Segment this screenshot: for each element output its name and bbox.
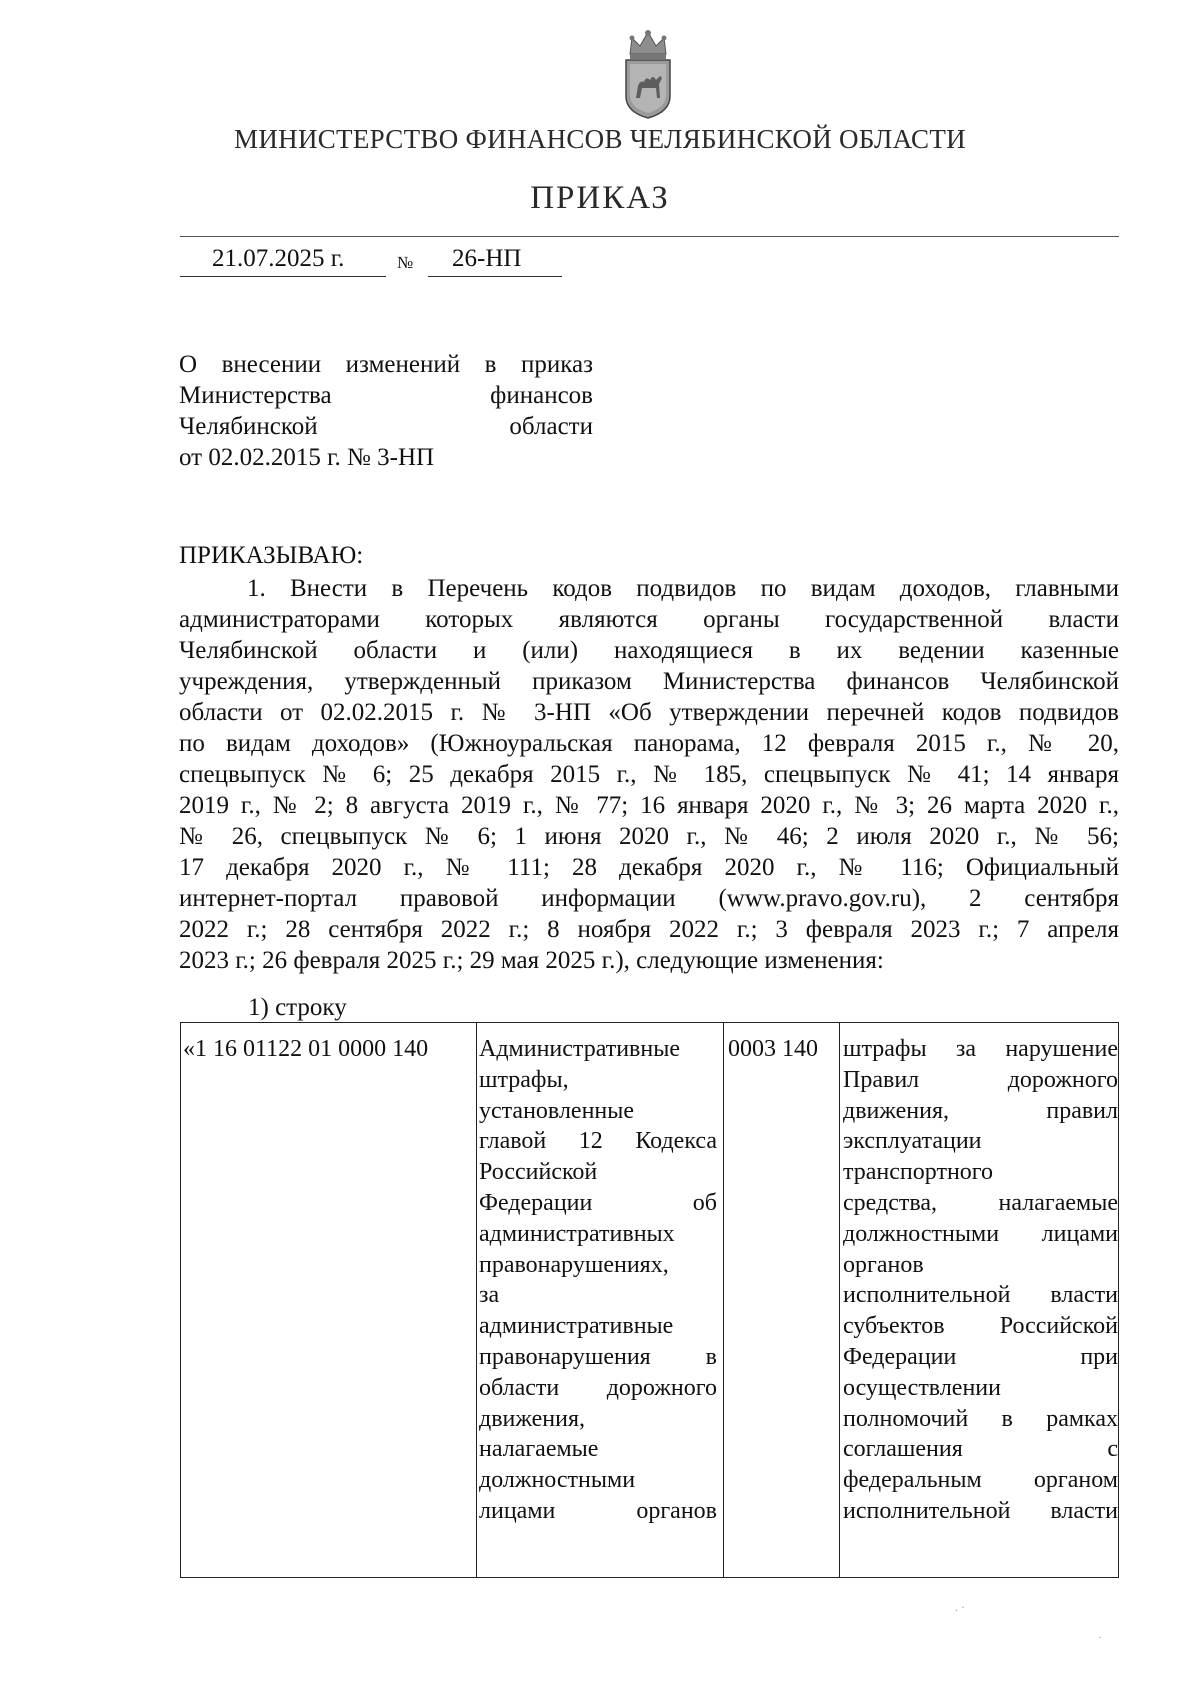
cell-line: налагаемые bbox=[479, 1436, 599, 1463]
cell-line: осуществлении bbox=[843, 1374, 1001, 1401]
cell-line bbox=[843, 1434, 1118, 1465]
cell-word: в bbox=[1001, 1405, 1013, 1432]
cell-line bbox=[843, 1342, 1118, 1373]
table-divider bbox=[723, 1023, 724, 1577]
cell-line: эксплуатации bbox=[843, 1128, 982, 1155]
document-title: ПРИКАЗ bbox=[530, 180, 670, 216]
cell-word: федеральным bbox=[843, 1467, 982, 1494]
header-rule bbox=[180, 236, 1119, 237]
cell-line: транспортного bbox=[843, 1159, 994, 1186]
cell-word: лицами bbox=[1041, 1220, 1118, 1247]
cell-line: Административные bbox=[479, 1036, 681, 1062]
document-number: 26-НП bbox=[452, 245, 522, 272]
cell-line bbox=[843, 1188, 1118, 1219]
cell-line bbox=[479, 1126, 717, 1157]
paragraph-line: по видам доходов» (Южноуральская панорама, 12 февраля 2015 г., № 20, bbox=[179, 730, 1119, 757]
subject-word: финансов bbox=[490, 382, 593, 409]
table-divider bbox=[476, 1023, 477, 1577]
cell-word: власти bbox=[1050, 1497, 1118, 1524]
cell-line bbox=[843, 1311, 1118, 1342]
cell-line bbox=[843, 1496, 1118, 1527]
table-cell-subcode-name bbox=[843, 1034, 1118, 1527]
coat-of-arms-icon bbox=[616, 24, 680, 120]
document-date: 21.07.2025 г. bbox=[212, 245, 345, 272]
number-sign: № bbox=[397, 253, 414, 272]
table-cell-description bbox=[479, 1034, 717, 1527]
cell-word: власти bbox=[1050, 1282, 1118, 1309]
cell-word: дорожного bbox=[1007, 1066, 1118, 1093]
cell-word: штрафы bbox=[843, 1036, 927, 1062]
cell-word: Федерации bbox=[843, 1343, 957, 1370]
cell-word: исполнительной bbox=[843, 1497, 1011, 1524]
paragraph-line: № 26, спецвыпуск № 6; 1 июня 2020 г., № 46; 2 июля 2020 г., № 56; bbox=[179, 823, 1119, 850]
cell-line: движения, bbox=[479, 1405, 586, 1432]
subject-line: О внесении изменений в приказ bbox=[179, 351, 593, 378]
table-cell-code: «1 16 01122 01 0000 140 bbox=[183, 1036, 429, 1062]
paragraph-line: Челябинской области и (или) находящиеся в их ведении казенные bbox=[179, 637, 1119, 664]
cell-word: правонарушения bbox=[479, 1343, 651, 1370]
item-label: 1) строку bbox=[248, 994, 347, 1021]
paragraph-line: 2019 г., № 2; 8 августа 2019 г., № 77; 16 января 2020 г., № 3; 26 марта 2020 г., bbox=[179, 792, 1119, 819]
table-divider bbox=[839, 1023, 840, 1577]
table-cell-subcode: 0003 140 bbox=[728, 1036, 818, 1062]
cell-word: нарушение bbox=[1005, 1036, 1118, 1062]
cell-word: органов bbox=[636, 1497, 717, 1524]
scan-speck: . · bbox=[955, 1600, 965, 1614]
cell-word: исполнительной bbox=[843, 1282, 1011, 1309]
cell-word: Федерации bbox=[479, 1189, 593, 1216]
cell-line bbox=[479, 1496, 717, 1527]
cell-word: за bbox=[955, 1036, 977, 1062]
scan-speck: · bbox=[1098, 1630, 1102, 1644]
cell-line: Российской bbox=[479, 1159, 598, 1186]
subject-line bbox=[179, 411, 593, 442]
cell-line: установленные bbox=[479, 1097, 635, 1124]
cell-line: за bbox=[479, 1282, 500, 1309]
subject-line: от 02.02.2015 г. № 3-НП bbox=[179, 444, 435, 471]
cell-line: правонарушениях, bbox=[479, 1251, 669, 1278]
cell-word: должностными bbox=[843, 1220, 1000, 1247]
paragraph-line: спецвыпуск № 6; 25 декабря 2015 г., № 185, спецвыпуск № 41; 14 января bbox=[179, 761, 1119, 788]
paragraph-line: 17 декабря 2020 г., № 111; 28 декабря 2020 г., № 116; Официальный bbox=[179, 854, 1119, 881]
cell-line: административные bbox=[479, 1313, 674, 1340]
cell-line bbox=[479, 1342, 717, 1373]
paragraph-line: 1. Внести в Перечень кодов подвидов по видам доходов, главными bbox=[247, 575, 1119, 602]
order-heading: ПРИКАЗЫВАЮ: bbox=[179, 542, 364, 569]
cell-line bbox=[843, 1404, 1118, 1435]
paragraph-line: интернет-портал правовой информации (www.pravo.gov.ru), 2 сентября bbox=[179, 885, 1119, 912]
document-subject bbox=[179, 349, 593, 473]
subject-line bbox=[179, 380, 593, 411]
cell-word: органом bbox=[1033, 1467, 1118, 1494]
cell-word: правил bbox=[1046, 1097, 1118, 1124]
number-underline bbox=[428, 276, 562, 277]
order-paragraph bbox=[179, 573, 1119, 976]
cell-word: соглашения bbox=[843, 1436, 963, 1463]
cell-line bbox=[843, 1096, 1118, 1127]
date-underline bbox=[180, 276, 386, 277]
paragraph-line: области от 02.02.2015 г. № 3-НП «Об утверждении перечней кодов подвидов bbox=[179, 699, 1119, 726]
cell-word: Правил bbox=[843, 1066, 920, 1093]
cell-word: области bbox=[479, 1374, 560, 1401]
cell-word: налагаемые bbox=[998, 1189, 1118, 1216]
cell-line bbox=[843, 1219, 1118, 1250]
cell-line bbox=[843, 1280, 1118, 1311]
cell-line bbox=[843, 1034, 1118, 1065]
cell-line: штрафы, bbox=[479, 1066, 569, 1093]
cell-line bbox=[479, 1373, 717, 1404]
codes-table bbox=[180, 1022, 1119, 1578]
cell-word: полномочий bbox=[843, 1405, 969, 1432]
cell-word: при bbox=[1080, 1343, 1118, 1370]
paragraph-line: 2022 г.; 28 сентября 2022 г.; 8 ноября 2022 г.; 3 февраля 2023 г.; 7 апреля bbox=[179, 916, 1119, 943]
cell-word: об bbox=[692, 1189, 717, 1216]
cell-line: органов bbox=[843, 1251, 924, 1278]
cell-line: административных bbox=[479, 1220, 675, 1247]
paragraph-line: администраторами которых являются органы государственной власти bbox=[179, 606, 1119, 633]
cell-word: субъектов bbox=[843, 1313, 945, 1340]
cell-line bbox=[479, 1188, 717, 1219]
paragraph-line: 2023 г.; 26 февраля 2025 г.; 29 мая 2025 г.), следующие изменения: bbox=[179, 947, 884, 974]
ministry-name: МИНИСТЕРСТВО ФИНАНСОВ ЧЕЛЯБИНСКОЙ ОБЛАСТИ bbox=[234, 124, 966, 154]
cell-line bbox=[843, 1465, 1118, 1496]
cell-word: в bbox=[705, 1343, 717, 1370]
paragraph-line: учреждения, утвержденный приказом Министерства финансов Челябинской bbox=[179, 668, 1119, 695]
cell-word: средства, bbox=[843, 1189, 938, 1216]
cell-word: с bbox=[1107, 1436, 1118, 1463]
subject-word: Министерства bbox=[179, 382, 332, 409]
cell-word: Кодекса bbox=[635, 1128, 717, 1155]
cell-word: главой bbox=[479, 1128, 547, 1155]
cell-word: Российской bbox=[999, 1313, 1118, 1340]
cell-line bbox=[843, 1065, 1118, 1096]
cell-word: движения, bbox=[843, 1097, 950, 1124]
cell-word: лицами bbox=[479, 1497, 556, 1524]
cell-word: дорожного bbox=[606, 1374, 717, 1401]
subject-word: Челябинской bbox=[179, 413, 318, 440]
cell-word: 12 bbox=[578, 1128, 603, 1155]
cell-word: рамках bbox=[1046, 1405, 1118, 1432]
subject-word: области bbox=[509, 413, 593, 440]
cell-line: должностными bbox=[479, 1467, 636, 1494]
